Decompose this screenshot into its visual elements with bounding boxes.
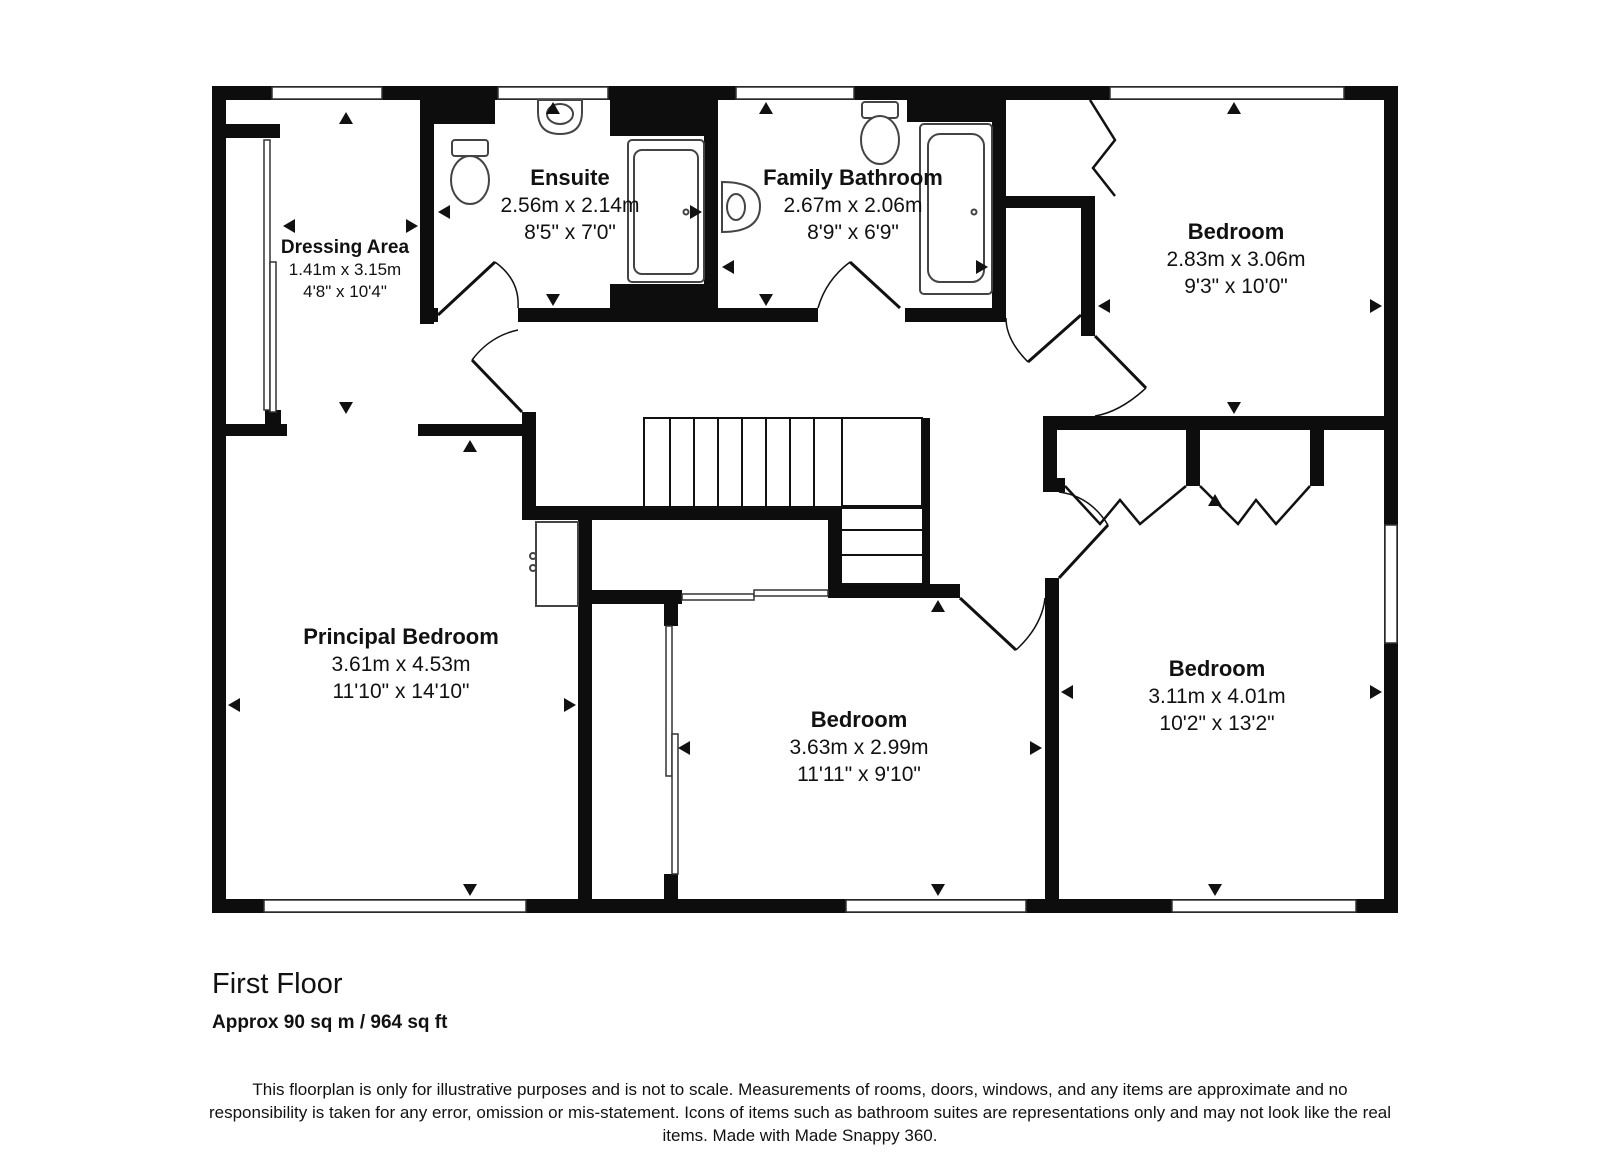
room-bedroom-middle — [790, 707, 929, 786]
room-name: Ensuite — [530, 165, 610, 190]
room-bedroom-se — [1148, 656, 1285, 735]
ensuite-basin-icon — [538, 100, 582, 134]
room-size-imperial: 4'8" x 10'4" — [303, 282, 387, 301]
room-size-metric: 3.11m x 4.01m — [1148, 685, 1286, 708]
room-bedroom-ne — [1167, 219, 1306, 298]
room-size-metric: 1.41m x 3.15m — [288, 260, 402, 279]
room-size-imperial: 11'11" x 9'10" — [797, 763, 921, 786]
room-size-metric: 2.83m x 3.06m — [1166, 248, 1306, 271]
room-size-metric: 3.61m x 4.53m — [331, 653, 471, 676]
room-principal-bedroom — [303, 624, 499, 703]
room-name: Bedroom — [1168, 656, 1266, 681]
room-size-metric: 2.67m x 2.06m — [783, 194, 923, 217]
kitchenette-unit-icon — [530, 522, 578, 606]
room-family-bathroom — [763, 165, 943, 244]
room-size-imperial: 8'5" x 7'0" — [524, 221, 616, 244]
room-size-imperial: 10'2" x 13'2" — [1159, 712, 1275, 735]
staircase — [644, 418, 922, 584]
floor-title: First Floor — [212, 968, 343, 1000]
room-name: Bedroom — [810, 707, 908, 732]
room-size-imperial: 8'9" x 6'9" — [807, 221, 899, 244]
floor-area: Approx 90 sq m / 964 sq ft — [212, 1012, 448, 1033]
disclaimer-text: This floorplan is only for illustrative purposes and is not to scale. Measurements of rooms, doors, windows, and any items are approximate and no responsibility is taken for any error, omission or mis-statement. Icons of items such as bathroom suites are representations only and may not look like the real items. Made with Made Snappy 360. — [208, 1080, 1392, 1145]
room-name: Family Bathroom — [763, 165, 943, 190]
room-size-imperial: 9'3" x 10'0" — [1184, 275, 1288, 298]
ensuite-toilet-icon — [451, 140, 489, 204]
room-ensuite — [501, 165, 640, 244]
room-name: Dressing Area — [280, 237, 410, 258]
family-basin-icon — [722, 182, 760, 232]
room-size-metric: 2.56m x 2.14m — [500, 194, 640, 217]
room-dressing-area — [281, 237, 410, 301]
room-size-imperial: 11'10" x 14'10" — [332, 680, 470, 703]
room-name: Principal Bedroom — [303, 624, 499, 649]
room-name: Bedroom — [1187, 219, 1285, 244]
room-labels — [281, 165, 1306, 786]
room-size-metric: 3.63m x 2.99m — [789, 736, 929, 759]
family-toilet-icon — [861, 102, 899, 164]
